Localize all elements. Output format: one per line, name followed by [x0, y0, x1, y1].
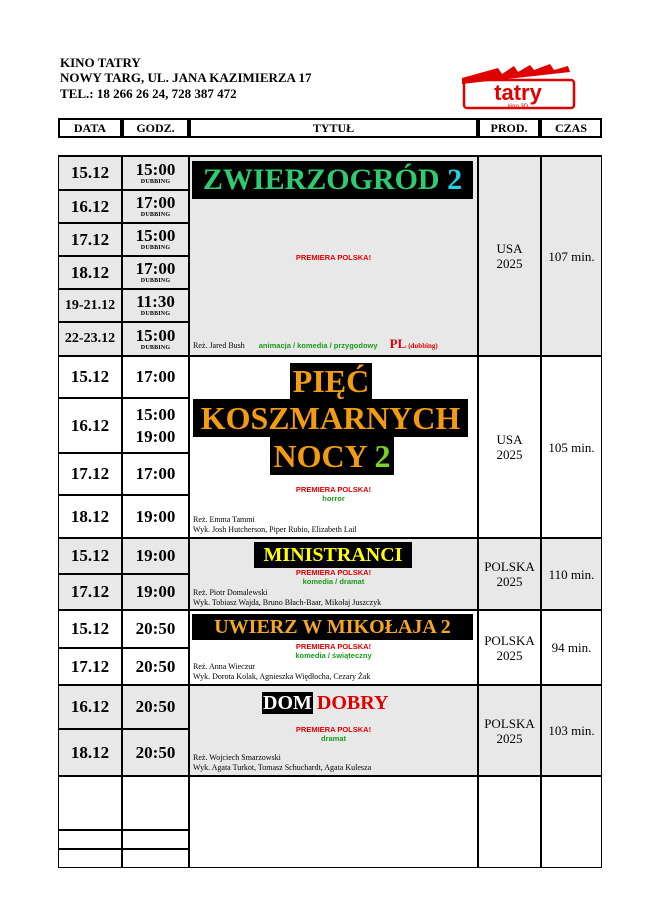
show-time: 17:00 [122, 356, 189, 398]
film-production: POLSKA 2025 [478, 538, 541, 610]
show-time: 20:50 [122, 610, 189, 648]
empty-cell [189, 776, 478, 868]
show-date: 17.12 [58, 223, 122, 256]
film-duration: 107 min. [541, 156, 602, 356]
show-time: 19:00 [122, 495, 189, 538]
film-production: USA 2025 [478, 156, 541, 356]
film-title-line: NOCY 2 [270, 437, 394, 475]
show-time: 17:00 [122, 453, 189, 495]
empty-cell [122, 830, 189, 849]
empty-cell [122, 776, 189, 830]
cinema-phone: TEL.: 18 266 26 24, 728 387 472 [60, 86, 237, 101]
film-director: Reż. Emma Tammi [193, 515, 255, 524]
premiere-label: PREMIERA POLSKA! [295, 485, 372, 494]
show-time: 11:30 DUBBING [122, 289, 189, 322]
film-title: MINISTRANCI [254, 542, 412, 568]
film-cast: Wyk. Tobiasz Wajda, Bruno Błach-Baar, Mikołaj Juszczyk [193, 598, 382, 607]
film-genre: komedia / dramat [302, 577, 365, 586]
empty-cell [58, 849, 122, 868]
cinema-name: KINO TATRY [60, 55, 141, 70]
film-title-line: PIĘĆ [290, 363, 372, 399]
logo-subtext: kino 3D [507, 104, 529, 110]
show-date: 15.12 [58, 538, 122, 574]
empty-cell [122, 849, 189, 868]
film-duration: 105 min. [541, 356, 602, 538]
col-header-prod: PROD. [478, 118, 540, 138]
film-title-cell [189, 610, 478, 685]
show-date: 16.12 [58, 398, 122, 453]
show-time: 20:50 [122, 729, 189, 776]
cinema-address: NOWY TARG, UL. JANA KAZIMIERZA 17 [60, 70, 312, 85]
show-date: 17.12 [58, 574, 122, 610]
empty-cell [541, 776, 602, 868]
show-date: 22-23.12 [58, 322, 122, 356]
film-director: Reż. Wojciech Smarzowski [193, 753, 281, 762]
show-time: 19:00 [122, 538, 189, 574]
premiere-label: PREMIERA POLSKA! [295, 642, 372, 651]
film-genre: komedia / świąteczny [295, 651, 372, 660]
show-time: 19:00 [122, 574, 189, 610]
film-cast: Wyk. Agata Turkot, Tomasz Schuchardt, Agata Kulesza [193, 763, 372, 772]
film-genre: dramat [320, 734, 346, 743]
show-time: 15:00 DUBBING [122, 156, 189, 190]
film-title-cell [189, 356, 478, 538]
show-date: 15.12 [58, 156, 122, 190]
show-date: 15.12 [58, 610, 122, 648]
show-date: 18.12 [58, 729, 122, 776]
premiere-label: PREMIERA POLSKA! [295, 725, 372, 734]
show-date: 15.12 [58, 356, 122, 398]
show-time: 20:50 [122, 685, 189, 729]
col-header-czas: CZAS [540, 118, 602, 138]
empty-cell [478, 776, 541, 868]
show-date: 16.12 [58, 190, 122, 223]
show-date: 16.12 [58, 685, 122, 729]
empty-cell [58, 776, 122, 830]
film-credits: Reż. Jared Bush animacja / komedia / przygodowy PL (dubbing) [193, 336, 438, 351]
show-date: 18.12 [58, 256, 122, 289]
film-production: USA 2025 [478, 356, 541, 538]
tatry-logo [458, 60, 580, 112]
film-director: Reż. Piotr Domalewski [193, 588, 268, 597]
premiere-label: PREMIERA POLSKA! [295, 253, 372, 262]
film-title-cell [189, 156, 478, 356]
show-date: 17.12 [58, 453, 122, 495]
film-duration: 110 min. [541, 538, 602, 610]
show-time: 15:00 DUBBING [122, 322, 189, 356]
film-genre: horror [322, 494, 345, 503]
show-time: 15:00 DUBBING [122, 223, 189, 256]
film-director: Reż. Anna Wieczur [193, 662, 255, 671]
film-title: ZWIERZOGRÓD 2 [192, 161, 473, 199]
film-title-cell [189, 538, 478, 610]
show-date: 17.12 [58, 648, 122, 685]
film-title: UWIERZ W MIKOŁAJA 2 [192, 614, 473, 640]
film-title-line: KOSZMARNYCH [193, 399, 468, 437]
col-header-tytul: TYTUŁ [189, 118, 478, 138]
film-cast: Wyk. Dorota Kolak, Agnieszka Więdłocha, Cezary Żak [193, 672, 371, 681]
film-title-cell [189, 685, 478, 776]
film-production: POLSKA 2025 [478, 685, 541, 776]
film-cast: Wyk. Josh Hutcherson, Piper Rubio, Elizabeth Lail [193, 525, 357, 534]
empty-cell [58, 830, 122, 849]
premiere-label: PREMIERA POLSKA! [295, 568, 372, 577]
show-time: 17:00 DUBBING [122, 256, 189, 289]
show-date: 19-21.12 [58, 289, 122, 322]
col-header-data: DATA [58, 118, 122, 138]
logo-text: tatry [494, 80, 542, 105]
film-title: DOM DOBRY [263, 692, 389, 714]
film-duration: 94 min. [541, 610, 602, 685]
show-time: 17:00 DUBBING [122, 190, 189, 223]
film-duration: 103 min. [541, 685, 602, 776]
show-time: 15:00 19:00 [122, 398, 189, 453]
show-time: 20:50 [122, 648, 189, 685]
col-header-godz: GODZ. [122, 118, 189, 138]
film-production: POLSKA 2025 [478, 610, 541, 685]
show-date: 18.12 [58, 495, 122, 538]
